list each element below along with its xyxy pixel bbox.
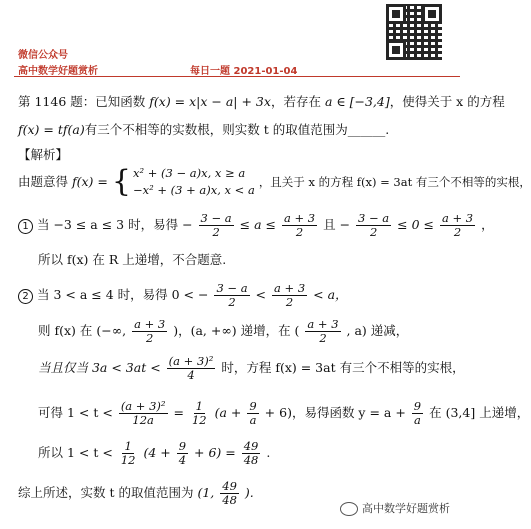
case-2-line-4: 可得 1 < t < $\frac{\text{(a + 3)²}}{12a}$ = $\frac{1}{12}$ (a + $\frac{9}{a}$ + 6)，易得函数 y = a + $\frac{9}{a}$ 在 (3,4] 上递增， (38, 399, 530, 428)
case-2-line-1: 2 当 3 < a ≤ 4 时，易得 0 < − $\frac{3 - a}{2}$ < $\frac{a + 3}{2}$ < a， (18, 282, 348, 309)
piecewise: { x² + (3 − a)x, x ≥ a −x² + (3 + a)x, x < a (111, 164, 255, 200)
case-2-line-2: 则 f(x) 在 (−∞, $\frac{a + 3}{2}$ )，(a, +∞) 递增，在 ( $\frac{a + 3}{2}$ , a) 递减， (38, 317, 409, 346)
account-name: 高中数学好题赏析 (18, 66, 98, 77)
qr-code (386, 4, 442, 60)
wechat-icon (340, 502, 358, 516)
problem-line-1: 第 1146 题：已知函数 f(x) = x|x − a| + 3x，若存在 a ∈ [−3,4]，使得关于 x 的方程 (18, 94, 505, 109)
header-divider (14, 76, 460, 77)
case-2-line-3: 当且仅当 3a < 3at < $\frac{\text{(a + 3)²}}{4}$ 时，方程 f(x) = 3at 有三个不相等的实根， (38, 354, 465, 383)
case-1: 1 当 −3 ≤ a ≤ 3 时，易得 − $\frac{3 - a}{2}$ ≤ a ≤ $\frac{a + 3}{2}$ 且 − $\frac{3 - a}{2}$ ≤ 0 ≤ $\frac{a + 3}{2}$ ， (18, 212, 494, 239)
analysis-intro: 由题意得 f(x) = { x² + (3 − a)x, x ≥ a −x² + (3 + a)x, x < a ，且关于 x 的方程 f(x) = 3at 有三个不相等的实根， (18, 164, 531, 200)
summary: 综上所述，实数 t 的取值范围为 (1, $\frac{49}{48}$ ). (18, 479, 254, 508)
case-2-line-5: 所以 1 < t < $\frac{1}{12}$ (4 + $\frac{9}{4}$ + 6) = $\frac{49}{48}$ . (38, 439, 271, 468)
account-label: 微信公众号 (18, 50, 68, 61)
problem-line-2: f(x) = tf(a)有三个不相等的实数根，则实数 t 的取值范围为______. (18, 122, 390, 137)
watermark: 高中数学好题赏析 (340, 500, 450, 516)
case-1-conclusion: 所以 f(x) 在 R 上递增，不合题意. (38, 252, 227, 267)
analysis-title: 【解析】 (18, 147, 69, 162)
column-title: 每日一题 2021-01-04 (190, 66, 298, 77)
